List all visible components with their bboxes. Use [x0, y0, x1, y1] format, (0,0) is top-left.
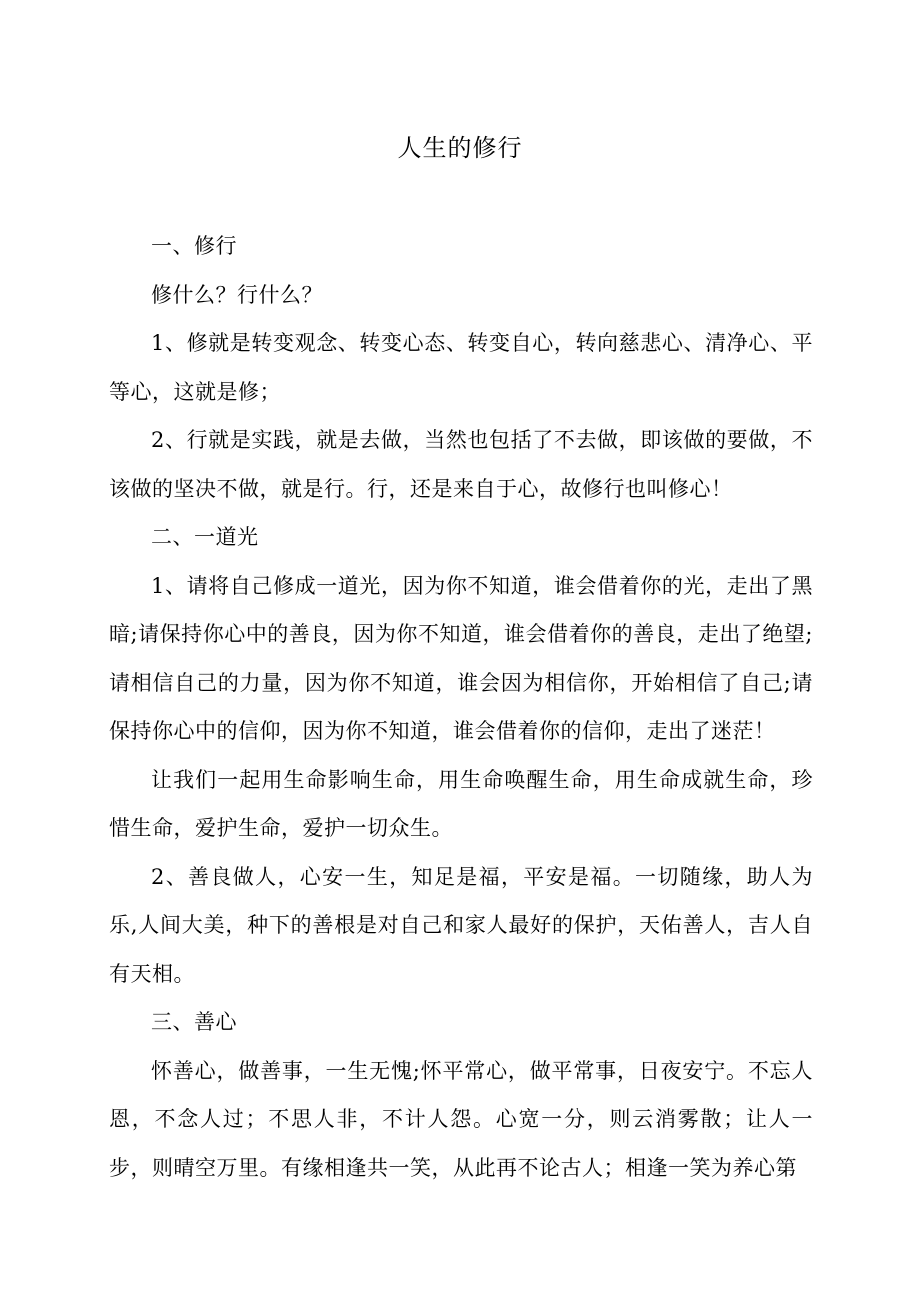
- paragraph: 怀善心，做善事，一生无愧;怀平常心，做平常事，日夜安宁。不忘人恩，不念人过；不思人非，不计人怨。心宽一分，则云消雾散；让人一步，则晴空万里。有缘相逢共一笑，从此再不论古人；相逢一笑为养心第: [109, 1058, 813, 1180]
- paragraph: 2、行就是实践，就是去做，当然也包括了不去做，即该做的要做，不该做的坚决不做，就是行。行，还是来自于心，故修行也叫修心！: [109, 428, 813, 501]
- paragraph: 让我们一起用生命影响生命，用生命唤醒生命，用生命成就生命，珍惜生命，爱护生命，爱护一切众生。: [109, 767, 813, 840]
- section-heading-1: 一、修行: [151, 234, 237, 258]
- section-heading-3: 三、善心: [151, 1010, 237, 1034]
- paragraph: 2、善良做人，心安一生，知足是福，平安是福。一切随缘，助人为乐,人间大美，种下的善根是对自己和家人最好的保护，天佑善人，吉人自有天相。: [109, 864, 813, 986]
- paragraph: 1、请将自己修成一道光，因为你不知道，谁会借着你的光，走出了黑暗;请保持你心中的善良，因为你不知道，谁会借着你的善良，走出了绝望;请相信自己的力量，因为你不知道，谁会因为相信你，开始相信了自己;请保持你心中的信仰，因为你不知道，谁会借着你的信仰，走出了迷茫！: [109, 573, 813, 743]
- paragraph: 修什么？行什么？: [151, 282, 323, 307]
- section-heading-2: 二、一道光: [151, 525, 259, 549]
- document-body: [109, 222, 813, 1192]
- document-title: 人生的修行: [397, 134, 523, 162]
- paragraph: 1、修就是转变观念、转变心态、转变自心，转向慈悲心、清净心、平等心，这就是修；: [109, 331, 813, 404]
